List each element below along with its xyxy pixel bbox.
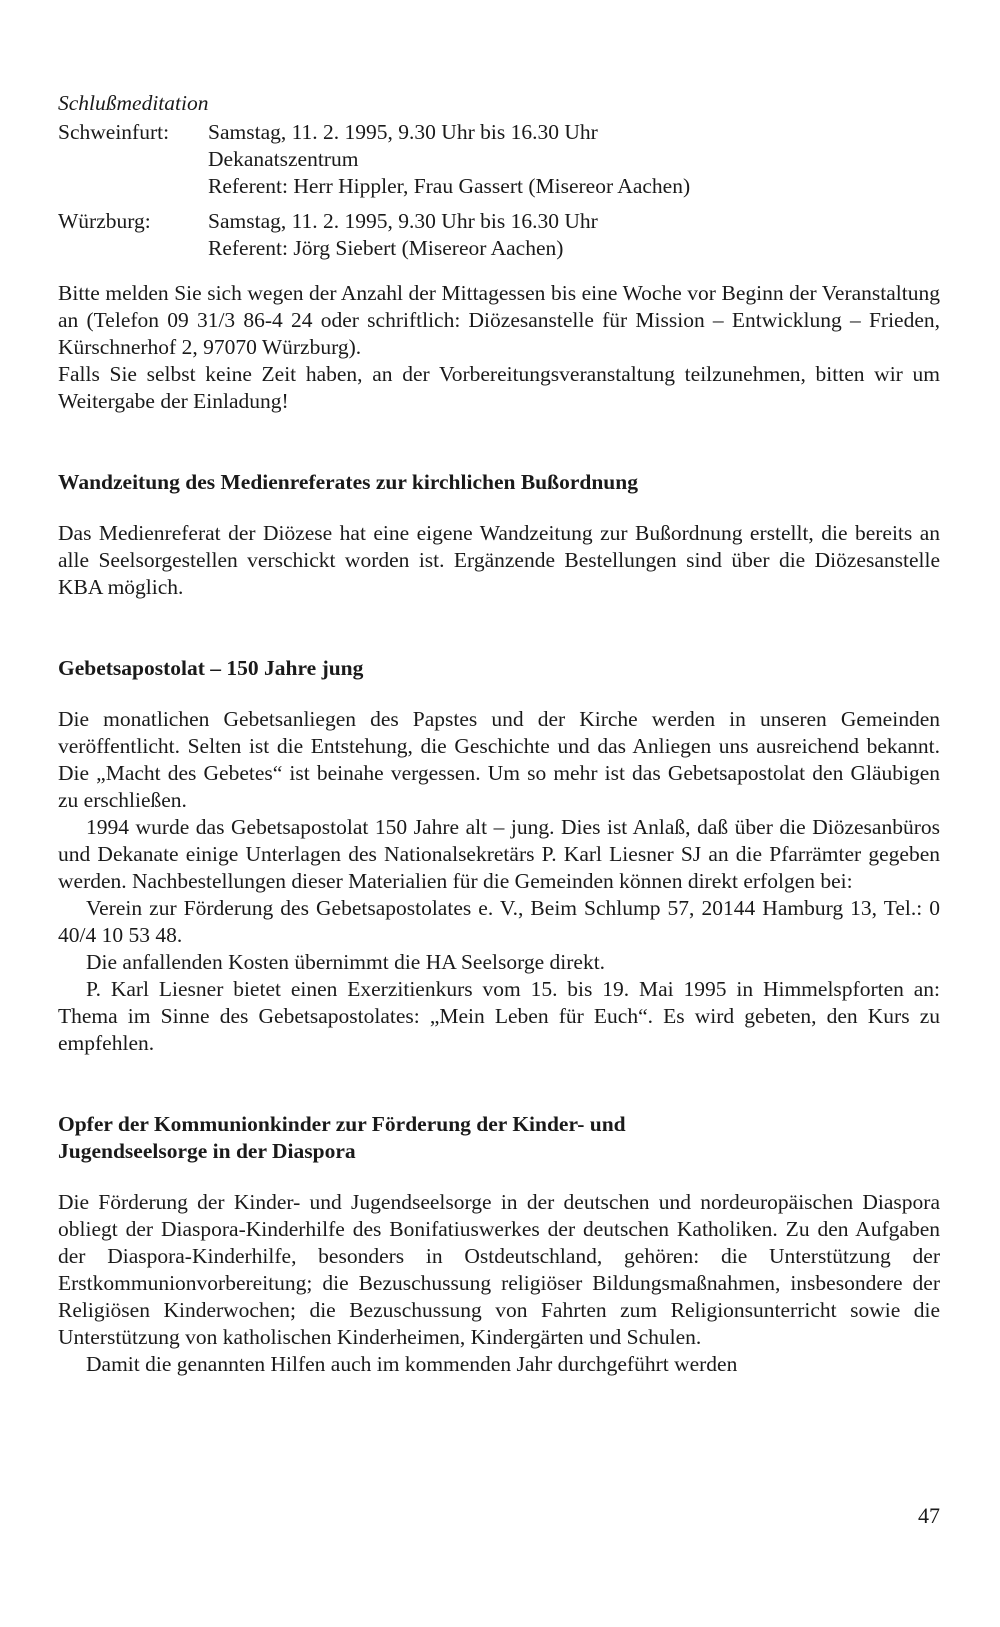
schedule-line: Samstag, 11. 2. 1995, 9.30 Uhr bis 16.30 Uhr [208,209,598,233]
section-paragraph: Die Förderung der Kinder- und Jugendseelsorge in der deutschen und nordeuropäischen Diaspora obliegt der Diaspora-Kinderhilfe des Bonifatiuswerkes der deutschen Katholiken. Zu den Aufgaben der Diaspora-Kinderhilfe, besonders in Ostdeutschland, gehören: die Unterstützung der Erstkommunionvorbereitung; die Bezuschussung religiöser Bildungsmaßnahmen, insbesondere der Religiösen Kinderwochen; die Bezuschussung von Fahrten zum Religionsunterricht sowie die Unterstützung von katholischen Kinderheimen, Kindergärten und Schulen. [58,1190,940,1349]
page-number: 47 [918,1503,940,1528]
section-heading-wandzeitung: Wandzeitung des Medienreferates zur kirchlichen Bußordnung [58,470,638,494]
schedule-line: Referent: Jörg Siebert (Misereor Aachen) [208,236,564,260]
schedule-line: Referent: Herr Hippler, Frau Gassert (Misereor Aachen) [208,174,691,198]
schedule-line: Samstag, 11. 2. 1995, 9.30 Uhr bis 16.30 Uhr [208,120,598,144]
schedule-line: Dekanatszentrum [208,147,359,171]
intro-paragraph: Bitte melden Sie sich wegen der Anzahl der Mittagessen bis eine Woche vor Beginn der Veranstaltung an (Telefon 09 31/3 86-4 24 oder schriftlich: Diözesanstelle für Mission – Entwicklung – Frieden, Kürschnerhof 2, 97070 Würzburg). [58,281,940,359]
section-paragraph: Damit die genannten Hilfen auch im kommenden Jahr durchgeführt werden [86,1352,738,1376]
section-paragraph: Das Medienreferat der Diözese hat eine eigene Wandzeitung zur Bußordnung erstellt, die bereits an alle Seelsorgestellen verschickt worden ist. Ergänzende Bestellungen sind über die Diözesanstelle KBA möglich. [58,521,940,599]
section-heading-gebetsapostolat: Gebetsapostolat – 150 Jahre jung [58,656,364,680]
section-paragraph: Die anfallenden Kosten übernimmt die HA Seelsorge direkt. [86,950,606,974]
section-paragraph: Die monatlichen Gebetsanliegen des Papstes und der Kirche werden in unseren Gemeinden veröffentlicht. Selten ist die Entstehung, die Geschichte und das Anliegen uns ausreichend bekannt. Die „Macht des Gebetes“ ist beinahe vergessen. Um so mehr ist das Gebetsapostolat den Gläubigen zu erschließen. [58,707,940,812]
page-content [58,90,940,1378]
schedule-schweinfurt [58,119,940,200]
intro-title: Schlußmeditation [58,91,209,115]
section-heading-opfer-line1: Opfer der Kommunionkinder zur Förderung der Kinder- und [58,1112,626,1136]
schedule-wuerzburg [58,208,940,262]
schedule-place: Schweinfurt: [58,120,170,144]
intro-paragraph: Falls Sie selbst keine Zeit haben, an der Vorbereitungsveranstaltung teilzunehmen, bitten wir um Weitergabe der Einladung! [58,362,940,413]
section-paragraph: 1994 wurde das Gebetsapostolat 150 Jahre alt – jung. Dies ist Anlaß, daß über die Diözesanbüros und Dekanate einige Unterlagen des Nationalsekretärs P. Karl Liesner SJ an die Pfarrämter gegeben werden. Nachbestellungen dieser Materialien für die Gemeinden können direkt erfolgen bei: [58,815,940,893]
section-paragraph: P. Karl Liesner bietet einen Exerzitienkurs vom 15. bis 19. Mai 1995 in Himmelspforten an: Thema im Sinne des Gebetsapostolates: „Mein Leben für Euch“. Es wird gebeten, den Kurs zu empfehlen. [58,977,940,1055]
section-heading-opfer-line2: Jugendseelsorge in der Diaspora [58,1139,356,1163]
schedule-place: Würzburg: [58,209,151,233]
section-paragraph: Verein zur Förderung des Gebetsapostolates e. V., Beim Schlump 57, 20144 Hamburg 13, Tel.: 0 40/4 10 53 48. [58,896,940,947]
